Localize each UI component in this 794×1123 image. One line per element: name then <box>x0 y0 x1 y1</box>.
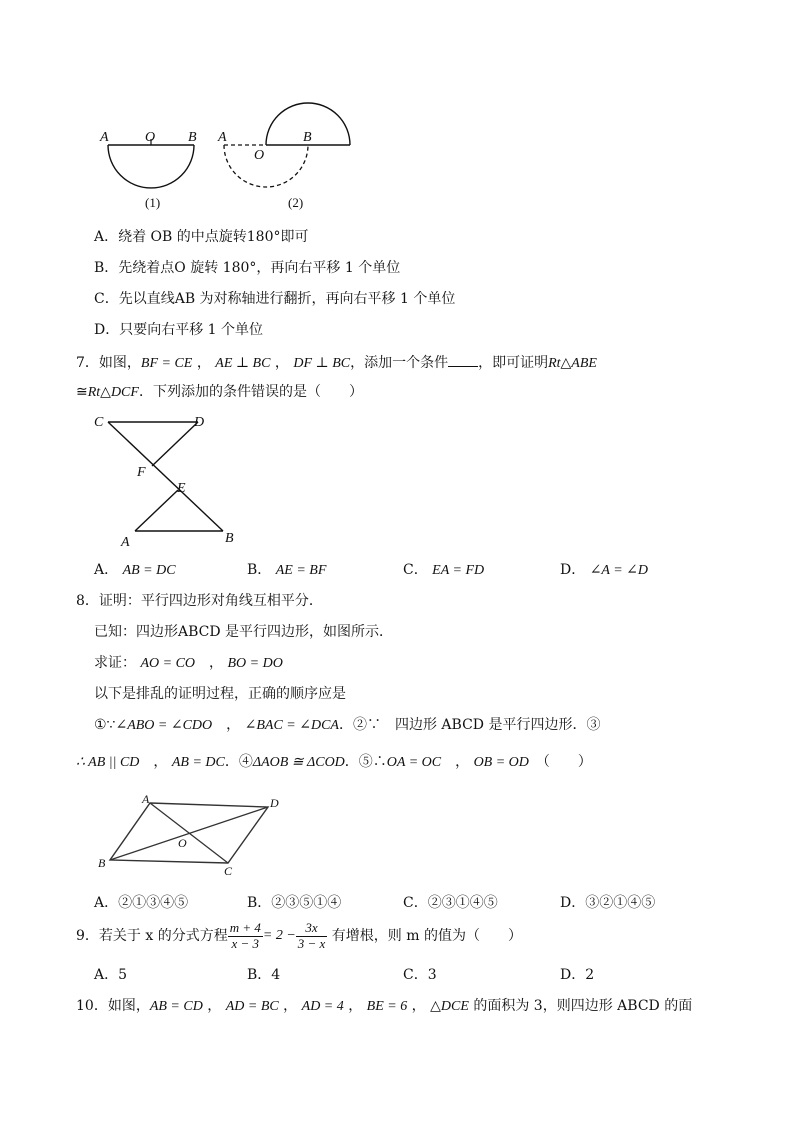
q8-option-a: A．②①③④⑤ <box>94 895 189 911</box>
q7-figure <box>90 410 250 550</box>
fig2-dashed-semicircle <box>224 145 308 187</box>
fig1-label-b: B <box>188 130 197 145</box>
q6-option-c: C．先以直线AB 为对称轴进行翻折，再向右平移 1 个单位 <box>94 291 456 307</box>
q7-rt1: Rt△ABE <box>548 356 597 371</box>
q8-figure <box>98 792 300 878</box>
q8-title: 8．证明：平行四边形对角线互相平分． <box>76 593 323 609</box>
q7-text2: ，即可证明 <box>478 355 549 371</box>
q7-blank <box>448 354 478 367</box>
q7-rt2: Rt△DCF <box>87 385 139 400</box>
q8-label-o: O <box>178 836 187 850</box>
q8-label-a: A <box>142 792 150 806</box>
q7-label-b: B <box>225 531 234 546</box>
q7-segment-ae <box>135 490 178 531</box>
q10-line: 10．如图，AB = CD ， AD = BC ， AD = 4 ， BE = 6 ， △DCE 的面积为 3，则四边形 ABCD 的面 <box>76 998 693 1014</box>
q8-label-d: D <box>270 796 279 810</box>
q9-option-b: B．4 <box>247 967 281 983</box>
q9-fraction-1: $\frac{m + 4}{x - 3}$ <box>229 920 261 951</box>
q7-line1: 7．如图，BF = CE ， AE ⊥ BC ， DF ⊥ BC，添加一个条件 ，即可证明Rt△ABE <box>76 355 597 371</box>
q7-option-c: C． EA = FD <box>403 562 485 578</box>
q7-segment-df <box>152 422 198 466</box>
q8-label-c: C <box>224 864 233 878</box>
q6-option-a: A．绕着 OB 的中点旋转180°即可 <box>94 229 309 245</box>
q9-line: 9．若关于 x 的分式方程 $\frac{m + 4}{x - 3}$ = 2 − $\frac{3x}{3 - x}$ 有增根，则 m 的值为（ ） <box>76 920 522 951</box>
fig1-semicircle <box>108 145 194 188</box>
q7-cond3: DF ⊥ BC <box>293 356 351 371</box>
fig2-label-a: A <box>218 130 227 145</box>
q8-given: 已知：四边形ABCD 是平行四边形，如图所示． <box>94 624 394 640</box>
q8-intro: 以下是排乱的证明过程，正确的顺序应是 <box>94 686 346 702</box>
q6-figure <box>96 125 366 215</box>
q8-diagonal-bd <box>110 807 268 860</box>
q8-steps-line1: ①∵∠ABO = ∠CDO ， ∠BAC = ∠DCA．②∵ 四边形 ABCD 是平行四边形．③ <box>94 717 601 733</box>
q8-option-d: D．③②①④⑤ <box>560 895 656 911</box>
q7-text1: ，添加一个条件 <box>350 355 449 371</box>
q8-prove: 求证： AO = CO ， BO = DO <box>94 655 283 671</box>
fig1-label-a: A <box>100 130 109 145</box>
q7-label-f: F <box>137 465 146 480</box>
q7-congruent: ≅ <box>76 384 88 400</box>
q7-question: ．下列添加的条件错误的是（ ） <box>138 384 363 400</box>
fig2-label-b: B <box>303 130 312 145</box>
q7-label-d: D <box>194 415 205 430</box>
q7-option-a: A． AB = DC <box>94 562 176 578</box>
q8-option-b: B．②③⑤①④ <box>247 895 342 911</box>
q7-option-b: B． AE = BF <box>247 562 327 578</box>
q7-label-e: E <box>177 481 186 496</box>
q6-option-d: D．只要向右平移 1 个单位 <box>94 322 264 338</box>
q7-segment-cb <box>108 422 223 531</box>
q9-option-a: A．5 <box>94 967 128 983</box>
q8-steps-line2: ∴ AB || CD ， AB = DC．④ΔAOB ≅ ΔCOD．⑤∴OA = OC ， OB = OD （ ） <box>76 754 592 770</box>
fig2-label-o: O <box>254 148 265 163</box>
q7-number: 7．如图， <box>76 355 141 371</box>
q9-option-c: C．3 <box>403 967 437 983</box>
q7-label-c: C <box>94 415 104 430</box>
fig1-label-o: O <box>145 130 156 145</box>
fig2-caption: (2) <box>288 195 304 210</box>
q9-fraction-2: $\frac{3x}{3 - x}$ <box>297 920 326 951</box>
q8-option-c: C．②③①④⑤ <box>403 895 498 911</box>
q8-label-b: B <box>98 856 106 870</box>
q7-label-a: A <box>121 535 130 550</box>
q6-option-b: B．先绕着点O 旋转 180°，再向右平移 1 个单位 <box>94 260 401 276</box>
q7-option-d: D． ∠A = ∠D <box>560 562 649 578</box>
q7-cond1: BF = CE <box>140 356 193 371</box>
q7-line2 <box>76 385 363 400</box>
q9-option-d: D．2 <box>560 967 595 983</box>
fig1-caption: (1) <box>145 195 161 210</box>
q7-cond2: AE ⊥ BC <box>215 356 271 371</box>
